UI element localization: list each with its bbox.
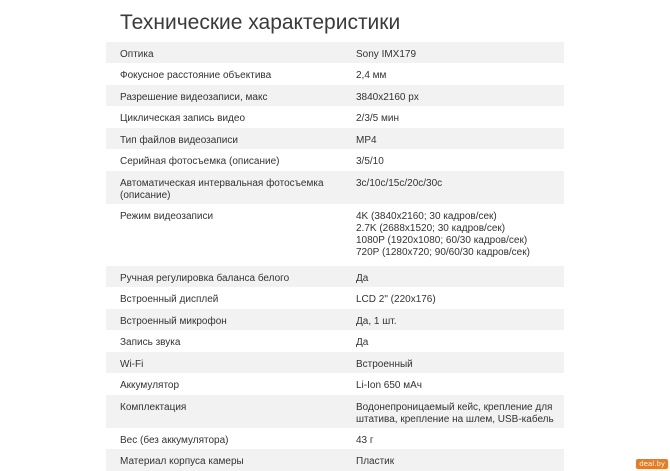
spec-label: Разрешение видеозаписи, макс	[106, 85, 342, 107]
spec-value	[342, 204, 564, 266]
spec-row	[106, 352, 564, 374]
spec-value	[342, 63, 564, 85]
spec-value	[342, 85, 564, 107]
spec-row	[106, 330, 564, 352]
spec-label: Вес (без аккумулятора)	[120, 434, 229, 446]
spec-row	[106, 449, 564, 471]
spec-label: Wi-Fi	[106, 352, 342, 374]
spec-value	[342, 395, 564, 428]
spec-value	[342, 309, 564, 331]
spec-row	[106, 63, 564, 85]
spec-value-line: 720P (1280x720; 90/60/30 кадров/сек)	[356, 246, 530, 258]
spec-label: Оптика	[106, 42, 342, 63]
spec-value-line: 3840x2160 px	[356, 91, 419, 103]
spec-row	[106, 42, 564, 63]
spec-value-line: 1080P (1920x1080; 60/30 кадров/сек)	[356, 234, 528, 246]
spec-value-line: Водонепроницаемый кейс, крепление для	[356, 401, 553, 413]
spec-row	[106, 287, 564, 309]
spec-row	[106, 395, 564, 428]
spec-value-line: 2,4 мм	[356, 70, 387, 81]
spec-value-line: Встроенный	[356, 358, 413, 370]
spec-value-line: 4K (3840x2160; 30 кадров/сек)	[356, 210, 497, 222]
spec-label: Встроенный микрофон	[106, 309, 342, 331]
specs-panel	[106, 0, 564, 471]
spec-row	[106, 309, 564, 331]
spec-row	[106, 85, 564, 107]
spec-value	[342, 128, 564, 150]
specs-table	[106, 42, 564, 471]
spec-label: Режим видеозаписи	[120, 210, 214, 222]
spec-label: Циклическая запись видео	[120, 113, 246, 124]
spec-value-line: Да, 1 шт.	[356, 315, 397, 327]
spec-label: Тип файлов видеозаписи	[106, 128, 342, 150]
spec-label: Автоматическая интервальная фотосъемка (описание)	[106, 171, 342, 204]
spec-value-line: Пластик	[356, 456, 395, 467]
spec-row	[106, 428, 564, 450]
spec-label: Ручная регулировка баланса белого	[106, 266, 342, 288]
spec-value	[342, 449, 564, 471]
spec-label: Встроенный дисплей	[120, 294, 219, 305]
spec-value-line: штатива, крепление на шлем, USB-кабель	[356, 413, 554, 425]
spec-value-line: LCD 2" (220x176)	[356, 294, 436, 305]
spec-label: Материал корпуса камеры	[106, 449, 342, 471]
spec-value-line: Да	[356, 337, 369, 348]
spec-row	[106, 373, 564, 395]
spec-label: Комплектация	[106, 395, 342, 428]
spec-row	[106, 106, 564, 128]
spec-value-line: 43 г	[356, 434, 374, 446]
spec-value-line: 2.7K (2688x1520; 30 кадров/сек)	[356, 222, 506, 234]
spec-value-line: Да	[356, 272, 369, 284]
spec-label: Фокусное расстояние объектива	[120, 70, 272, 81]
spec-row	[106, 204, 564, 266]
spec-row	[106, 128, 564, 150]
spec-value-line: 3/5/10	[356, 156, 384, 167]
spec-value-line: Li-Ion 650 мАч	[356, 380, 423, 391]
spec-value	[342, 171, 564, 204]
spec-row	[106, 266, 564, 288]
spec-value	[342, 287, 564, 309]
spec-value-line: 2/3/5 мин	[356, 113, 400, 124]
spec-value-line: Sony IMX179	[356, 49, 417, 60]
spec-label: Серийная фотосъемка (описание)	[120, 156, 280, 167]
spec-value-line: MP4	[356, 134, 377, 146]
spec-row	[106, 171, 564, 204]
spec-label: Аккумулятор	[120, 380, 180, 391]
spec-label: Запись звука	[120, 337, 181, 348]
spec-value	[342, 42, 564, 63]
spec-value	[342, 428, 564, 450]
spec-row	[106, 149, 564, 171]
spec-value	[342, 330, 564, 352]
watermark-badge: deal.by	[636, 459, 668, 469]
spec-value	[342, 266, 564, 288]
spec-value	[342, 373, 564, 395]
page-title: Технические характеристики	[120, 11, 401, 34]
spec-value	[342, 106, 564, 128]
spec-value	[342, 352, 564, 374]
spec-value-line: 3с/10с/15с/20с/30с	[356, 177, 443, 189]
spec-value	[342, 149, 564, 171]
